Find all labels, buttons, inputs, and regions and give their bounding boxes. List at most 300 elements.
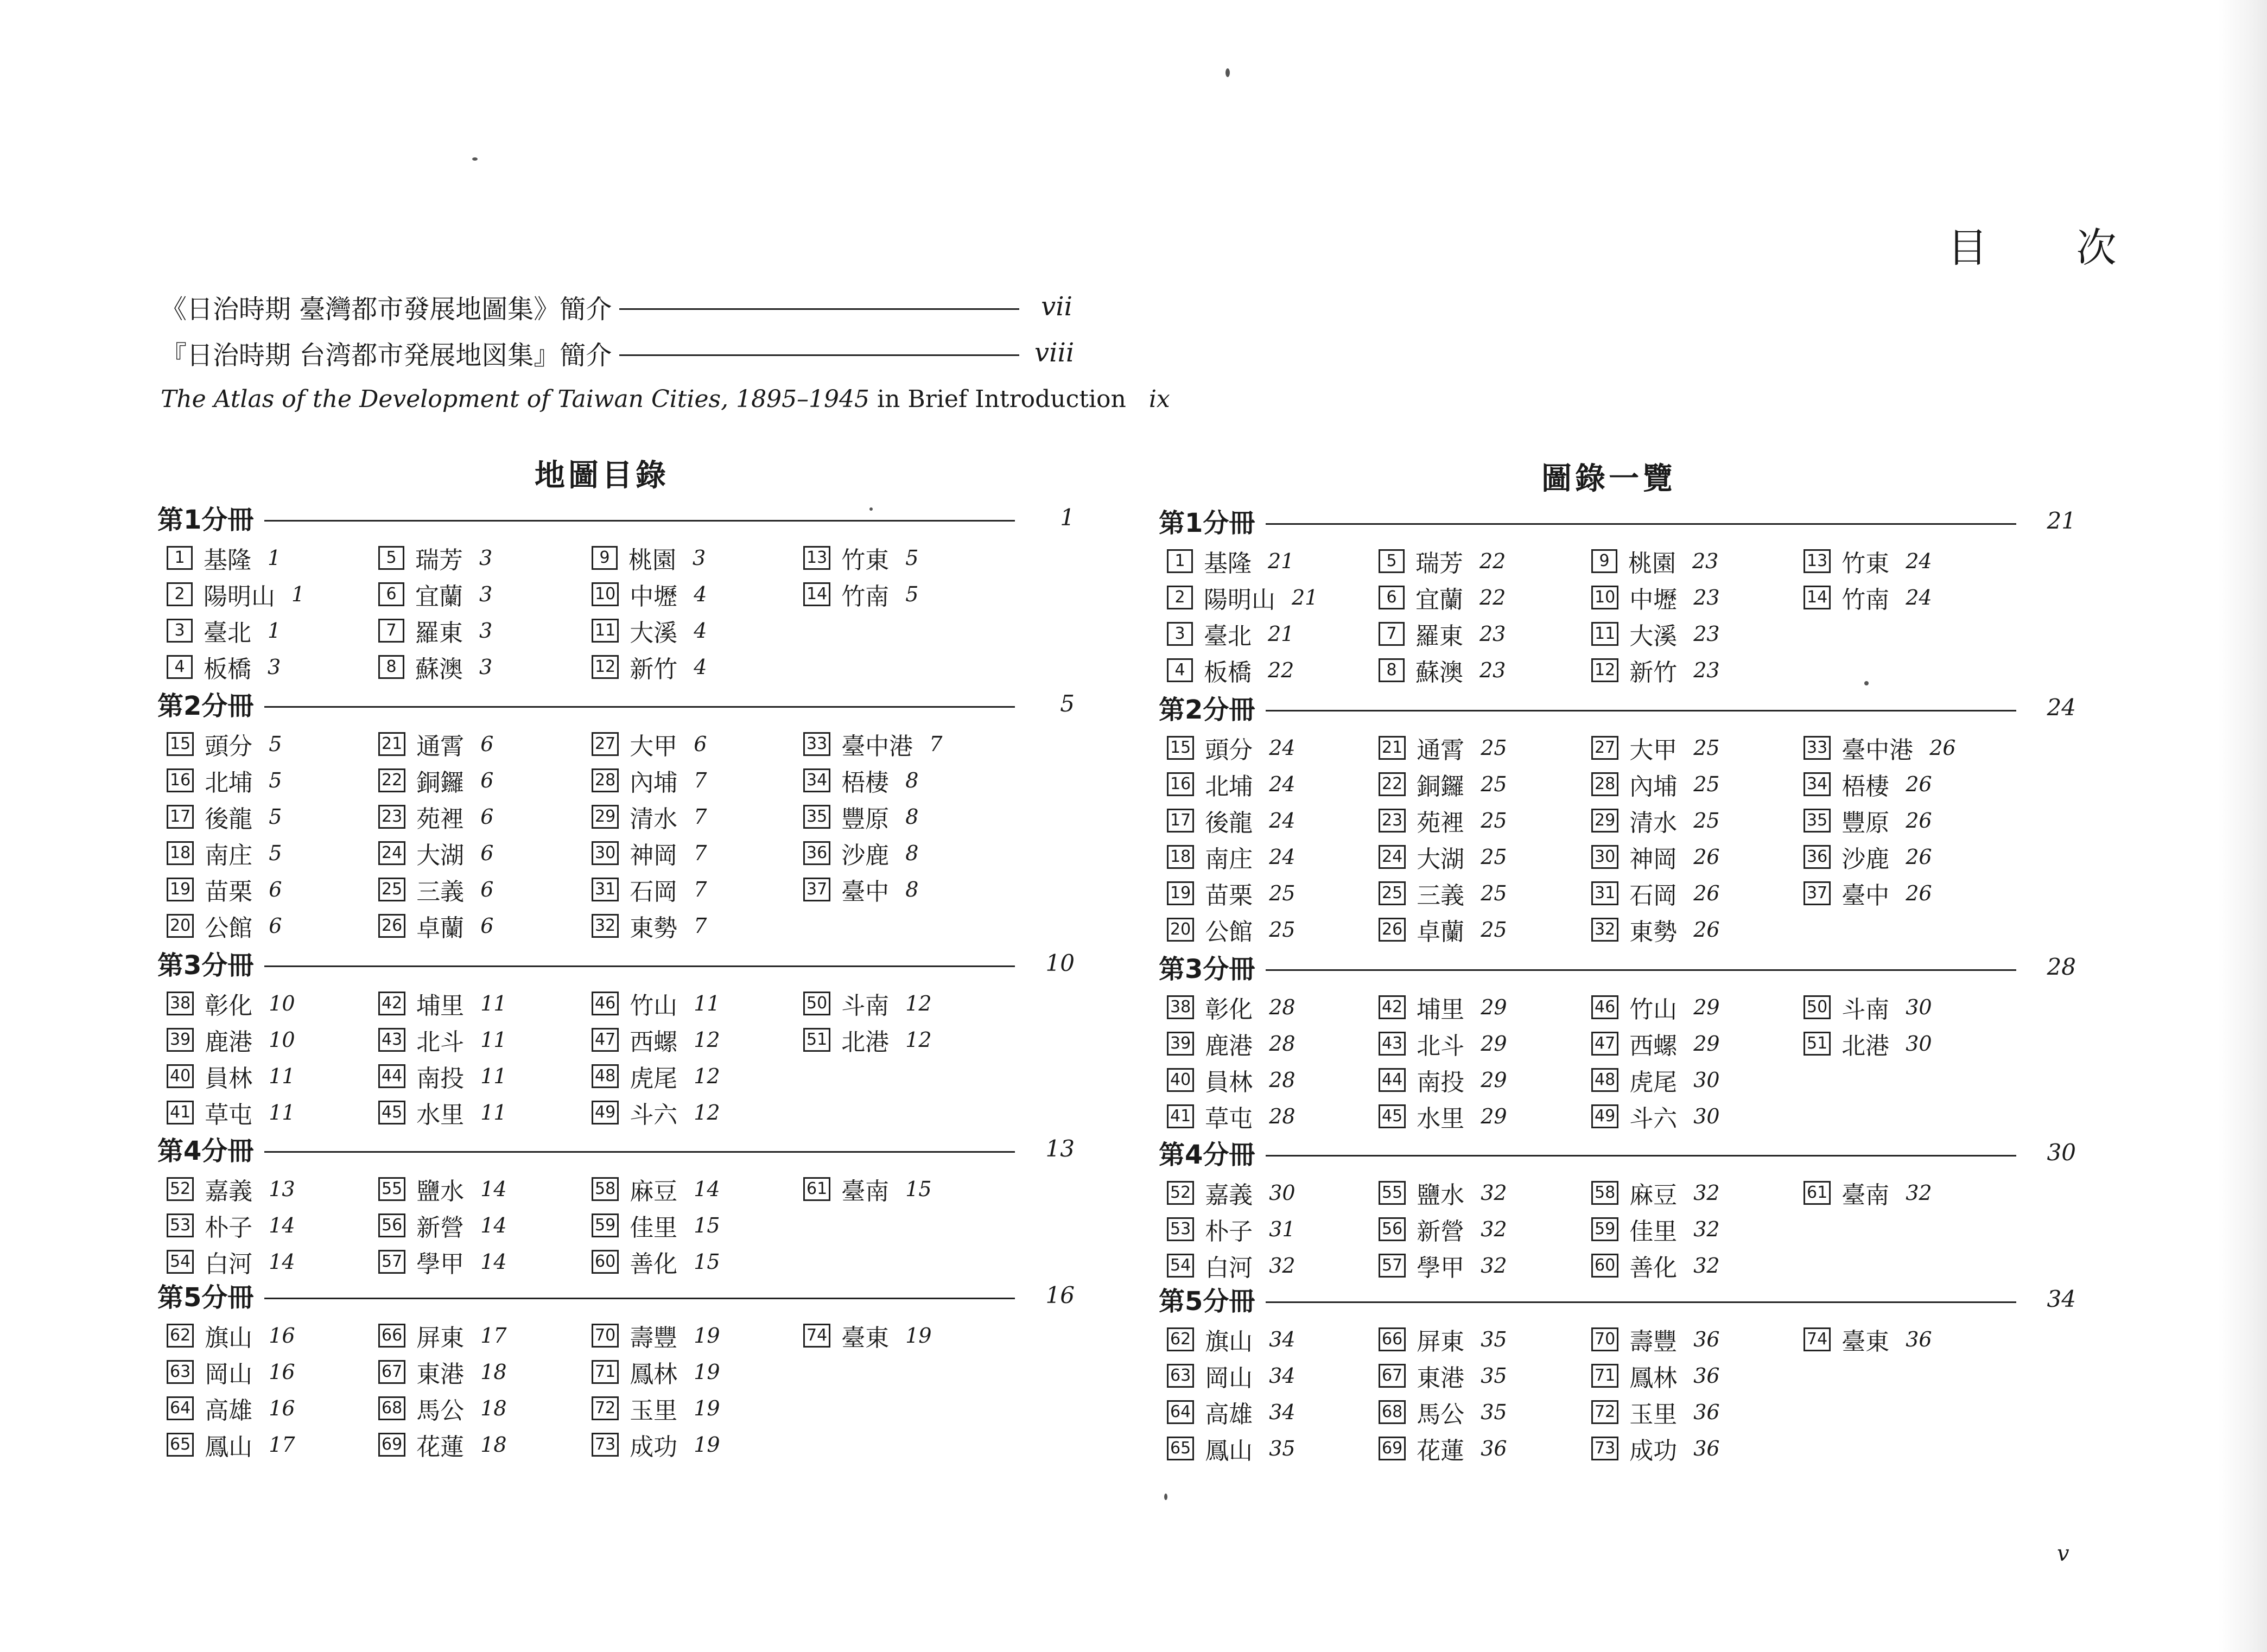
entry-number-box: 26 (1379, 918, 1406, 942)
toc-entry[interactable] (167, 729, 282, 759)
toc-entry[interactable] (167, 579, 304, 609)
toc-entry[interactable] (1379, 1214, 1507, 1244)
column-heading: 圖錄一覽 (1541, 461, 1676, 497)
entry-number-box: 21 (378, 732, 405, 756)
toc-entry[interactable] (592, 652, 707, 682)
toc-entry[interactable] (1167, 878, 1296, 908)
toc-entry[interactable] (592, 543, 706, 573)
entry-city-name: 東勢 (630, 914, 678, 942)
entry-number-box: 24 (378, 841, 405, 865)
toc-entry[interactable] (167, 1210, 295, 1241)
volume-heading[interactable] (157, 946, 1075, 980)
entry-city-name: 苑裡 (1417, 809, 1465, 837)
entry-page: 11 (480, 1028, 507, 1052)
toc-entry[interactable] (1804, 992, 1932, 1022)
entry-page: 23 (1693, 658, 1720, 682)
page-edge-shadow (2218, 0, 2267, 1652)
entry-page: 28 (1269, 1032, 1296, 1056)
entry-city-name: 佳里 (1629, 1218, 1678, 1246)
toc-entry[interactable] (378, 615, 492, 646)
entry-page: 26 (1929, 736, 1956, 760)
toc-entry[interactable] (803, 1025, 932, 1055)
entry-number-box: 31 (592, 878, 619, 901)
entry-city-name: 善化 (1629, 1254, 1678, 1282)
intro-entry-text: 『日治時期 台湾都市発展地図集』簡介 (161, 340, 612, 371)
toc-entry[interactable] (1167, 546, 1294, 576)
toc-entry[interactable] (1804, 842, 1932, 872)
toc-entry[interactable] (1591, 582, 1720, 613)
entry-city-name: 後龍 (205, 805, 253, 833)
entry-city-name: 斗六 (630, 1101, 678, 1129)
toc-entry[interactable] (167, 1393, 295, 1424)
toc-entry[interactable] (1167, 769, 1296, 799)
toc-entry[interactable] (592, 615, 707, 646)
entry-number-box: 46 (1591, 995, 1618, 1019)
toc-entry[interactable] (167, 874, 282, 905)
entry-page: 25 (1693, 772, 1720, 796)
entry-city-name: 北斗 (1417, 1032, 1465, 1060)
entry-page: 17 (480, 1324, 507, 1348)
toc-entry[interactable] (378, 874, 493, 905)
entry-number-box: 52 (167, 1177, 194, 1201)
toc-entry[interactable] (1167, 1324, 1296, 1355)
entry-number-box: 12 (1591, 658, 1618, 682)
toc-entry[interactable] (1379, 582, 1506, 613)
toc-entry[interactable] (378, 1025, 507, 1055)
toc-entry[interactable] (1591, 1214, 1720, 1244)
volume-heading[interactable] (157, 500, 1075, 534)
volume-heading[interactable] (157, 687, 1075, 720)
entry-number-box: 43 (1379, 1032, 1406, 1056)
entry-city-name: 嘉義 (205, 1178, 253, 1205)
entry-page: 12 (694, 1028, 720, 1052)
entry-page: 35 (1481, 1400, 1507, 1424)
toc-entry[interactable] (1591, 1065, 1720, 1095)
entry-city-name: 公館 (205, 914, 253, 942)
entry-city-name: 清水 (1629, 809, 1678, 837)
toc-entry[interactable] (167, 1429, 295, 1460)
volume-page: 1 (1060, 504, 1075, 531)
toc-entry[interactable] (592, 1357, 720, 1387)
toc-entry[interactable] (592, 802, 707, 832)
entry-page: 23 (1479, 658, 1506, 682)
entry-city-name: 銅鑼 (1417, 773, 1465, 800)
entry-page: 36 (1693, 1437, 1720, 1460)
entry-number-box: 49 (1591, 1104, 1618, 1128)
toc-entry[interactable] (1591, 1101, 1720, 1132)
toc-entry[interactable] (1379, 619, 1506, 649)
entry-number-box: 19 (167, 878, 194, 901)
entry-number-box: 60 (1591, 1254, 1618, 1278)
entry-city-name: 朴子 (1205, 1218, 1253, 1246)
scan-speck (1225, 68, 1230, 77)
toc-entry[interactable] (592, 911, 707, 941)
toc-entry[interactable] (167, 1025, 295, 1055)
entry-number-box: 35 (803, 805, 830, 829)
toc-entry[interactable] (592, 1025, 720, 1055)
toc-entry[interactable] (1379, 1433, 1507, 1464)
toc-entry[interactable] (1167, 1361, 1296, 1391)
toc-entry[interactable] (378, 652, 492, 682)
entry-city-name: 三義 (1417, 882, 1465, 910)
toc-entry[interactable] (378, 579, 492, 609)
entry-number-box: 32 (1591, 918, 1618, 942)
toc-entry[interactable] (167, 615, 281, 646)
entry-page: 25 (1481, 918, 1507, 942)
entry-number-box: 18 (167, 841, 194, 865)
entry-page: 14 (269, 1250, 295, 1274)
toc-entry[interactable] (1379, 805, 1507, 836)
toc-entry[interactable] (1379, 914, 1507, 945)
toc-entry[interactable] (1379, 1324, 1507, 1355)
toc-entry[interactable] (803, 1174, 932, 1204)
toc-entry[interactable] (167, 1174, 295, 1204)
toc-entry[interactable] (803, 802, 918, 832)
toc-entry[interactable] (378, 1210, 507, 1241)
toc-entry[interactable] (592, 1247, 720, 1277)
entry-page: 5 (269, 732, 282, 756)
entry-number-box: 45 (1379, 1104, 1406, 1128)
entry-city-name: 高雄 (205, 1397, 253, 1425)
toc-entry[interactable] (1167, 1433, 1296, 1464)
toc-entry[interactable] (1379, 992, 1507, 1022)
volume-heading[interactable] (157, 1278, 1075, 1312)
toc-entry[interactable] (1379, 842, 1507, 872)
toc-entry[interactable] (1804, 878, 1932, 908)
toc-entry[interactable] (1591, 1397, 1720, 1427)
toc-entry[interactable] (378, 1097, 507, 1128)
entry-page: 8 (905, 768, 919, 792)
intro-entry-japanese[interactable] (161, 334, 1075, 372)
toc-entry[interactable] (378, 765, 493, 796)
entry-number-box: 58 (592, 1177, 619, 1201)
entry-number-box: 53 (167, 1213, 194, 1237)
toc-entry[interactable] (1591, 1324, 1720, 1355)
entry-number-box: 67 (1379, 1364, 1406, 1388)
entry-number-box: 35 (1804, 809, 1831, 833)
entry-page: 32 (1481, 1217, 1507, 1241)
entry-page: 23 (1692, 549, 1719, 573)
toc-entry[interactable] (1804, 1178, 1932, 1208)
toc-entry[interactable] (1167, 1397, 1296, 1427)
toc-entry[interactable] (167, 1357, 295, 1387)
entry-page: 24 (1906, 549, 1932, 573)
entry-city-name: 神岡 (630, 842, 678, 869)
intro-entry-chinese-traditional[interactable] (161, 288, 1072, 326)
toc-entry[interactable] (803, 579, 918, 609)
toc-entry[interactable] (1167, 1214, 1296, 1244)
entry-page: 19 (905, 1324, 932, 1348)
entry-page: 24 (1906, 586, 1932, 609)
toc-entry[interactable] (1167, 582, 1318, 613)
entry-number-box: 27 (592, 732, 619, 756)
entry-page: 17 (269, 1433, 295, 1457)
entry-city-name: 鹽水 (416, 1178, 465, 1205)
toc-entry[interactable] (167, 1247, 295, 1277)
entry-city-name: 頭分 (1205, 736, 1253, 764)
toc-entry[interactable] (1804, 582, 1932, 613)
entry-page: 31 (1269, 1217, 1296, 1241)
toc-entry[interactable] (592, 579, 707, 609)
toc-entry[interactable] (1167, 1101, 1296, 1132)
entry-city-name: 梧棲 (841, 769, 890, 797)
entry-number-box: 74 (1804, 1327, 1831, 1351)
toc-entry[interactable] (1379, 655, 1506, 685)
toc-entry[interactable] (167, 1061, 295, 1091)
toc-entry[interactable] (592, 729, 707, 759)
toc-entry[interactable] (1591, 805, 1720, 836)
volume-page: 34 (2047, 1285, 2076, 1312)
entry-page: 32 (1481, 1254, 1507, 1278)
entry-number-box: 50 (803, 992, 830, 1015)
entry-page: 5 (269, 805, 282, 829)
entry-page: 30 (1906, 995, 1932, 1019)
toc-entry[interactable] (1379, 1361, 1507, 1391)
toc-entry[interactable] (1591, 1028, 1720, 1059)
volume-heading[interactable] (1159, 950, 2076, 983)
entry-city-name: 壽豐 (630, 1324, 678, 1352)
leader-line (264, 706, 1015, 708)
toc-entry[interactable] (1804, 733, 1956, 763)
entry-number-box: 34 (1804, 772, 1831, 796)
toc-entry[interactable] (378, 543, 492, 573)
entry-number-box: 33 (803, 732, 830, 756)
leader-line (1266, 1155, 2016, 1157)
toc-entry[interactable] (1167, 992, 1296, 1022)
toc-entry[interactable] (803, 729, 942, 759)
toc-entry[interactable] (1167, 914, 1296, 945)
volume-label: 第1分冊 (1159, 507, 1255, 538)
entry-page: 21 (1268, 622, 1294, 646)
entry-page: 6 (480, 768, 494, 792)
volume-heading[interactable] (1159, 1282, 2076, 1316)
volume-label: 第3分冊 (157, 950, 254, 981)
toc-entry[interactable] (592, 1320, 720, 1351)
entry-number-box: 49 (592, 1101, 619, 1124)
toc-entry[interactable] (378, 1320, 507, 1351)
entry-city-name: 花蓮 (416, 1433, 465, 1461)
entry-page: 11 (480, 992, 507, 1015)
entry-number-box: 5 (1379, 549, 1405, 573)
entry-page: 28 (1269, 1104, 1296, 1128)
entry-page: 5 (269, 768, 282, 792)
toc-entry[interactable] (378, 1357, 507, 1387)
toc-entry[interactable] (592, 1210, 720, 1241)
toc-entry[interactable] (1167, 1028, 1296, 1059)
scan-speck (869, 507, 873, 511)
entry-page: 6 (269, 878, 282, 901)
toc-entry[interactable] (167, 543, 281, 573)
entry-city-name: 成功 (630, 1433, 678, 1461)
toc-entry[interactable] (1167, 805, 1296, 836)
entry-city-name: 神岡 (1629, 846, 1678, 873)
entry-city-name: 斗南 (1841, 996, 1890, 1024)
toc-entry[interactable] (378, 1174, 507, 1204)
entry-number-box: 69 (1379, 1437, 1406, 1460)
entry-city-name: 大溪 (1629, 622, 1678, 650)
toc-entry[interactable] (1591, 1433, 1720, 1464)
entry-page: 15 (694, 1250, 720, 1274)
entry-number-box: 56 (1379, 1217, 1406, 1241)
entry-number-box: 60 (592, 1250, 619, 1274)
entry-page: 13 (269, 1177, 295, 1201)
entry-page: 16 (269, 1324, 295, 1348)
toc-entry[interactable] (1379, 878, 1507, 908)
toc-entry[interactable] (167, 838, 282, 868)
toc-entry[interactable] (803, 1320, 932, 1351)
entry-city-name: 石岡 (1629, 882, 1678, 910)
entry-number-box: 73 (592, 1433, 619, 1457)
toc-entry[interactable] (1379, 546, 1506, 576)
toc-entry[interactable] (378, 729, 493, 759)
toc-entry[interactable] (1379, 1397, 1507, 1427)
toc-entry[interactable] (592, 1429, 720, 1460)
entry-page: 1 (268, 619, 281, 643)
toc-entry[interactable] (1591, 769, 1720, 799)
entry-number-box: 65 (167, 1433, 194, 1457)
toc-entry[interactable] (378, 1429, 507, 1460)
entry-city-name: 埔里 (1417, 996, 1465, 1024)
toc-entry[interactable] (1167, 655, 1294, 685)
toc-entry[interactable] (1167, 619, 1294, 649)
toc-entry[interactable] (1379, 1178, 1507, 1208)
toc-entry[interactable] (803, 988, 932, 1019)
entry-city-name: 南投 (416, 1065, 465, 1092)
entry-page: 3 (479, 546, 493, 570)
toc-entry[interactable] (592, 838, 707, 868)
toc-entry[interactable] (378, 838, 493, 868)
entry-city-name: 苗栗 (205, 878, 253, 906)
toc-entry[interactable] (167, 988, 295, 1019)
toc-entry[interactable] (592, 1393, 720, 1424)
toc-entry[interactable] (1591, 546, 1718, 576)
toc-entry[interactable] (1379, 1250, 1507, 1281)
toc-entry[interactable] (1379, 1065, 1507, 1095)
entry-city-name: 竹東 (1841, 550, 1890, 577)
toc-entry[interactable] (1591, 733, 1720, 763)
toc-entry[interactable] (803, 838, 918, 868)
toc-entry[interactable] (803, 543, 918, 573)
entry-city-name: 大甲 (1629, 736, 1678, 764)
toc-entry[interactable] (803, 765, 918, 796)
toc-entry[interactable] (1591, 619, 1720, 649)
toc-entry[interactable] (1167, 1250, 1296, 1281)
entry-page: 25 (1269, 918, 1296, 942)
entry-page: 25 (1269, 881, 1296, 905)
entry-number-box: 41 (1167, 1104, 1194, 1128)
entry-city-name: 鹿港 (1205, 1032, 1253, 1060)
toc-entry[interactable] (1379, 1028, 1507, 1059)
toc-entry[interactable] (592, 1174, 720, 1204)
leader-line (1266, 969, 2016, 971)
volume-heading[interactable] (157, 1132, 1075, 1165)
entry-number-box: 63 (1167, 1364, 1194, 1388)
toc-entry[interactable] (1804, 805, 1932, 836)
volume-heading[interactable] (1159, 504, 2076, 537)
toc-entry[interactable] (1591, 842, 1720, 872)
toc-entry[interactable] (167, 765, 282, 796)
toc-entry[interactable] (1591, 878, 1720, 908)
toc-entry[interactable] (1804, 769, 1932, 799)
toc-entry[interactable] (1804, 1028, 1932, 1059)
entry-page: 26 (1693, 918, 1720, 942)
toc-entry[interactable] (1591, 992, 1720, 1022)
toc-entry[interactable] (1167, 1178, 1296, 1208)
entry-city-name: 學甲 (416, 1250, 465, 1278)
entry-city-name: 員林 (205, 1065, 253, 1092)
toc-entry[interactable] (1167, 733, 1296, 763)
intro-entry-english[interactable] (161, 380, 1170, 418)
toc-entry[interactable] (1379, 1101, 1507, 1132)
toc-entry[interactable] (1167, 842, 1296, 872)
entry-number-box: 59 (1591, 1217, 1618, 1241)
entry-page: 29 (1693, 1032, 1720, 1056)
entry-page: 19 (694, 1433, 720, 1457)
entry-number-box: 17 (167, 805, 194, 829)
volume-label: 第5分冊 (1159, 1286, 1255, 1317)
entry-number-box: 6 (1379, 586, 1405, 609)
toc-entry[interactable] (1804, 1324, 1932, 1355)
toc-entry[interactable] (592, 765, 707, 796)
intro-entry-english-rest: in Brief Introduction (869, 385, 1126, 413)
entry-page: 18 (480, 1433, 507, 1457)
toc-entry[interactable] (167, 1320, 295, 1351)
entry-number-box: 22 (378, 768, 405, 792)
toc-entry[interactable] (592, 1097, 720, 1128)
toc-entry[interactable] (167, 802, 282, 832)
toc-entry[interactable] (1591, 1361, 1720, 1391)
entry-page: 26 (1906, 881, 1932, 905)
toc-entry[interactable] (592, 1061, 720, 1091)
toc-entry[interactable] (1591, 914, 1720, 945)
entry-page: 26 (1906, 772, 1932, 796)
entry-page: 7 (694, 878, 707, 901)
toc-entry[interactable] (1379, 733, 1507, 763)
toc-entry[interactable] (1591, 1250, 1720, 1281)
volume-heading[interactable] (1159, 690, 2076, 724)
entry-page: 12 (694, 1101, 720, 1124)
entry-city-name: 鳳林 (1629, 1364, 1678, 1392)
entry-city-name: 臺東 (841, 1324, 890, 1352)
volume-label: 第5分冊 (157, 1282, 254, 1313)
toc-entry[interactable] (167, 1097, 295, 1128)
toc-entry[interactable] (803, 874, 918, 905)
toc-entry[interactable] (167, 911, 282, 941)
entry-page: 8 (905, 805, 919, 829)
toc-entry[interactable] (378, 1393, 507, 1424)
toc-entry[interactable] (1804, 546, 1932, 576)
toc-entry[interactable] (1379, 769, 1507, 799)
toc-entry[interactable] (592, 874, 707, 905)
toc-entry[interactable] (1167, 1065, 1296, 1095)
entry-city-name: 屏東 (1417, 1328, 1465, 1356)
toc-entry[interactable] (378, 1061, 507, 1091)
volume-heading[interactable] (1159, 1135, 2076, 1169)
toc-entry[interactable] (167, 652, 281, 682)
toc-entry[interactable] (592, 988, 720, 1019)
entry-number-box: 32 (592, 914, 619, 938)
toc-entry[interactable] (378, 1247, 507, 1277)
entry-city-name: 沙鹿 (841, 842, 890, 869)
entry-city-name: 竹山 (630, 992, 678, 1020)
toc-entry[interactable] (378, 911, 493, 941)
toc-entry[interactable] (1591, 655, 1720, 685)
toc-entry[interactable] (1591, 1178, 1720, 1208)
toc-entry[interactable] (378, 988, 507, 1019)
entry-page: 3 (479, 619, 493, 643)
entry-number-box: 9 (592, 546, 618, 570)
toc-entry[interactable] (378, 802, 493, 832)
